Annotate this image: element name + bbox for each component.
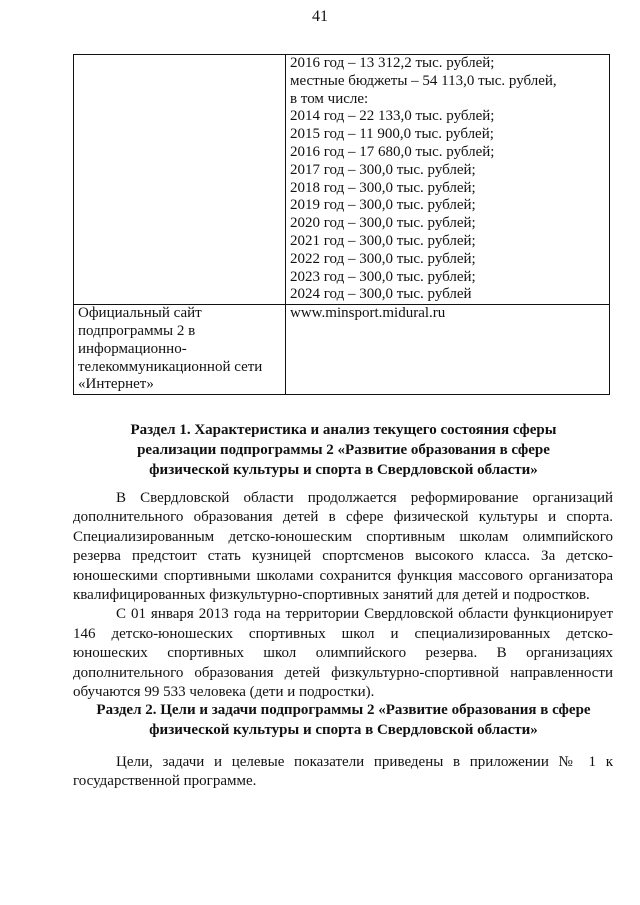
funding-cell xyxy=(286,55,610,305)
website-label-line: подпрограммы 2 в xyxy=(78,322,196,339)
funding-line: 2022 год – 300,0 тыс. рублей; xyxy=(290,250,476,267)
section2-heading xyxy=(66,700,621,740)
table-cell-empty xyxy=(74,55,286,305)
funding-line: 2020 год – 300,0 тыс. рублей; xyxy=(290,215,476,232)
funding-line: 2018 год – 300,0 тыс. рублей; xyxy=(290,179,476,196)
heading-line: физической культуры и спорта в Свердловской области» xyxy=(149,462,538,478)
funding-line: 2016 год – 13 312,2 тыс. рублей; xyxy=(290,55,495,71)
section2-body xyxy=(73,753,613,792)
heading-line: Раздел 2. Цели и задачи подпрограммы 2 «Развитие образования в сфере xyxy=(96,702,591,718)
website-url: www.minsport.midural.ru xyxy=(290,305,446,322)
subprogram-passport-table xyxy=(73,54,610,395)
funding-line: 2017 год – 300,0 тыс. рублей; xyxy=(290,161,476,178)
funding-line: 2016 год – 17 680,0 тыс. рублей; xyxy=(290,143,495,160)
funding-line: 2024 год – 300,0 тыс. рублей xyxy=(290,286,472,303)
heading-line: реализации подпрограммы 2 «Развитие образования в сфере xyxy=(137,442,550,458)
website-label-line: телекоммуникационной сети xyxy=(78,358,263,375)
body-paragraph: Цели, задачи и целевые показатели приведены в приложении № 1 к государственной программе. xyxy=(73,754,613,790)
section1-heading xyxy=(66,420,621,480)
section1-body xyxy=(73,489,613,702)
website-label-line: информационно- xyxy=(78,340,187,357)
body-paragraph: В Свердловской области продолжается реформирование организаций дополнительного образования детей в сфере физической культуры и спорта. Специализированным детско-юношеским спортивным школам олимпийского резерва предстоит стать кузницей спортсменов высокого класса. За детско-юношескими спортивными школами сохранится функция массового организатора квалифицированных физкультурно-спортивных занятий для детей и подростков. xyxy=(73,490,613,604)
heading-line: физической культуры и спорта в Свердловской области» xyxy=(149,722,538,738)
body-paragraph: С 01 января 2013 года на территории Свердловской области функционирует 146 детско-юношеских спортивных школ и специализированных детско-юношеских спортивных школ олимпийского резерва. В организациях дополнительного образования детей физкультурно-спортивной направленности обучаются 99 533 человека (дети и подростки). xyxy=(73,606,613,701)
website-label-line: Официальный сайт xyxy=(78,305,202,322)
funding-line: 2019 год – 300,0 тыс. рублей; xyxy=(290,197,476,214)
table-row xyxy=(74,305,610,395)
funding-line: 2023 год – 300,0 тыс. рублей; xyxy=(290,268,476,285)
funding-line: 2021 год – 300,0 тыс. рублей; xyxy=(290,232,476,249)
funding-line: в том числе: xyxy=(290,90,369,107)
funding-line: 2015 год – 11 900,0 тыс. рублей; xyxy=(290,126,494,143)
website-label-line: «Интернет» xyxy=(78,376,154,393)
funding-line: 2014 год – 22 133,0 тыс. рублей; xyxy=(290,108,495,125)
website-url-cell xyxy=(286,305,610,395)
funding-line: местные бюджеты – 54 113,0 тыс. рублей, xyxy=(290,72,557,89)
page-number: 41 xyxy=(312,8,328,25)
heading-line: Раздел 1. Характеристика и анализ текущего состояния сферы xyxy=(130,422,557,438)
website-label-cell xyxy=(74,305,286,395)
table-row xyxy=(74,55,610,305)
